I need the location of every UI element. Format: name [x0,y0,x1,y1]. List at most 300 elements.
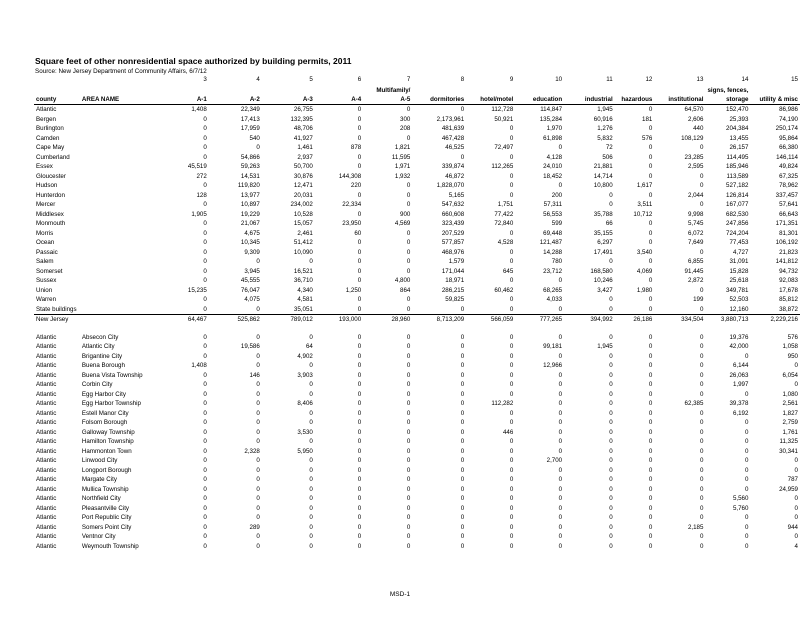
table-cell: 3,427 [597,286,613,294]
table-cell: 0 [699,305,704,313]
table-cell: Atlantic [36,457,57,464]
table-cell: 0 [509,248,514,256]
table-cell: 0 [256,333,260,341]
table-cell: 121,487 [539,239,563,246]
table-cell: 0 [648,144,653,151]
table-cell: 0 [460,495,465,502]
table-cell: Folsom Borough [81,419,128,426]
table-cell: 0 [744,523,749,531]
table-cell: 0 [509,352,514,360]
table-cell: 0 [406,438,411,445]
table-cell: 0 [648,523,653,531]
table-cell: 57,311 [543,201,563,208]
table-cell: 0 [357,533,362,540]
table-cell: 0 [256,352,260,360]
table-cell: 0 [460,514,465,521]
table-cell: 0 [699,476,704,483]
table-cell: 0 [357,381,362,388]
table-cell: Atlantic [36,106,57,113]
table-cell: 0 [203,134,207,142]
table-cell: 0 [648,125,653,132]
table-cell: 547,632 [441,201,465,208]
table-cell: 576 [642,134,653,142]
table-cell: 11,595 [391,153,411,161]
table-cell: 250,174 [775,125,798,132]
table-cell: 0 [460,305,465,313]
table-cell: 0 [256,258,260,265]
table-cell: 0 [203,476,207,483]
table-cell: 200 [551,191,563,199]
table-cell: 1,276 [597,125,613,132]
table-cell: 23,712 [543,267,563,275]
table-cell: 0 [648,447,653,455]
table-cell: 0 [648,362,653,369]
table-cell: 0 [406,229,411,237]
table-cell: 167,077 [726,201,749,208]
table-cell: A-3 [262,95,315,105]
table-cell: 0 [406,457,411,464]
table-cell: 0 [509,514,514,521]
table-cell: 944 [787,523,798,531]
table-cell: 0 [203,419,207,426]
table-row [34,143,800,153]
table-cell: Mercer [36,201,56,208]
table-cell: 0 [794,457,798,464]
table-cell: 0 [648,457,653,464]
table-cell: Hamilton Township [81,438,134,445]
table-cell: 0 [558,419,563,426]
table-cell: 0 [460,533,465,540]
table-cell: Egg Harbor City [81,390,126,398]
table-cell: 0 [648,229,653,237]
table-cell: 39,378 [729,400,749,407]
table-cell: 4,528 [497,239,514,246]
table-cell: 289 [249,523,260,531]
table-cell: Multifamily/ [376,87,411,94]
table-cell: 30,876 [293,172,313,180]
table-cell: 0 [357,106,362,113]
table-cell: 15,057 [293,220,313,227]
table-cell: 92,083 [779,277,798,284]
report-title: Square feet of other nonresidential space authorized by building permits, 2011 [35,56,352,66]
table-cell: 21,067 [240,220,260,227]
table-cell: Atlantic [36,514,57,521]
table-cell: 45,555 [240,277,260,284]
table-cell: 0 [558,533,563,540]
column-number: 3 [203,76,207,83]
table-cell: 171,351 [775,220,798,227]
table-cell: 18,452 [543,172,563,180]
table-cell [34,86,80,95]
table-cell: 17,959 [240,125,260,132]
table-cell: 26,755 [293,106,313,113]
table-cell: 0 [558,542,563,550]
table-cell: 14,288 [543,248,563,256]
table-cell: 0 [609,258,613,265]
table-cell: 789,012 [262,315,315,325]
table-cell: 0 [509,125,514,132]
table-cell: 0 [203,343,207,350]
table-cell: 0 [203,239,207,246]
table-cell [564,86,615,95]
table-cell: 59,263 [240,163,260,170]
table-row [34,342,800,352]
table-cell: 0 [558,182,563,189]
table-cell [80,200,161,210]
table-cell: 0 [648,438,653,445]
table-cell: 1,461 [297,144,313,151]
table-cell: 0 [509,305,514,313]
table-cell: 577,857 [441,239,465,246]
table-cell: 0 [203,504,207,512]
table-cell: 0 [509,182,514,189]
table-cell: industrial [564,95,615,105]
table-cell: Weymouth Township [81,542,139,550]
table-cell: 1,971 [394,163,411,170]
table-cell: 132,395 [290,115,313,123]
table-cell: 12,966 [543,362,563,369]
table-cell: 0 [357,504,362,512]
table-cell: 0 [648,305,653,313]
table-cell: 0 [256,400,260,407]
table-cell: 0 [309,390,313,398]
table-cell: 85,812 [779,296,798,303]
table-cell [80,267,161,277]
table-cell: 64 [305,343,313,350]
table-cell: 0 [609,542,613,550]
table-cell: 74,190 [779,115,798,123]
table-cell: 0 [744,466,749,474]
table-cell: 0 [648,514,653,521]
table-cell: 42,000 [729,343,749,350]
table-cell: 440 [693,125,704,132]
table-cell: 247,856 [726,220,749,227]
table-cell: Hammonton Town [81,447,132,455]
table-cell [80,210,161,220]
table-cell: 0 [699,248,704,256]
table-cell: 112,728 [491,106,514,113]
table-cell: 576 [787,333,798,341]
table-cell: A-2 [209,95,262,105]
table-cell: Northfield City [81,495,121,502]
table-cell: 1,905 [191,210,207,218]
table-cell [209,86,262,95]
table-cell: 0 [309,381,313,388]
table-cell: 4,033 [546,296,563,303]
table-cell: Corbin City [81,381,113,388]
table-cell: 5,832 [597,134,613,142]
table-cell: 0 [309,258,313,265]
table-cell: 10,528 [293,210,313,218]
table-cell: 0 [648,409,653,417]
column-number: 11 [606,76,613,83]
table-row [34,513,800,523]
table-cell: Atlantic [36,485,57,493]
table-row [34,380,800,390]
table-row [34,494,800,504]
table-cell: 0 [203,428,207,436]
table-cell: 0 [558,447,563,455]
table-cell: 0 [256,144,260,151]
table-cell: 0 [699,352,704,360]
table-cell: 50,700 [293,163,313,170]
table-cell: 25,393 [729,115,749,123]
table-row [34,124,800,134]
table-cell: 0 [309,419,313,426]
table-cell: 0 [744,514,749,521]
table-cell: 0 [699,419,704,426]
table-cell: Linwood City [81,457,118,464]
column-number: 6 [357,76,362,83]
table-cell: 0 [744,419,749,426]
table-cell: Bergen [36,115,56,123]
table-cell: 13,977 [240,191,260,199]
table-cell: 114,495 [726,153,749,161]
table-cell: 0 [509,134,514,142]
table-row [34,418,800,428]
table-cell: 0 [648,371,653,379]
table-cell: 0 [460,438,465,445]
table-cell: 394,992 [564,315,615,325]
table-cell: 0 [509,277,514,284]
table-cell: 0 [609,296,613,303]
table-cell: New Jersey [34,315,80,325]
table-cell: 0 [357,305,362,313]
table-row [34,371,800,381]
table-cell [80,325,161,333]
table-cell: Atlantic [36,438,57,445]
table-cell: 0 [609,457,613,464]
table-cell: 48,706 [293,125,313,132]
table-cell: 0 [406,419,411,426]
table-row [34,361,800,371]
table-cell: Galloway Township [81,428,135,436]
table-cell: 0 [357,362,362,369]
table-cell: 0 [406,466,411,474]
table-cell: 0 [648,495,653,502]
table-cell: 1,970 [546,125,563,132]
table-cell: 18,971 [445,277,465,284]
table-cell: 0 [609,485,613,493]
table-cell: education [515,95,564,105]
table-cell: 0 [406,504,411,512]
table-cell: Burlington [36,125,64,132]
table-cell: 0 [406,305,411,313]
table-cell: 0 [256,362,260,369]
table-cell: 4,340 [297,286,313,294]
table-cell: 17,491 [593,248,613,256]
table-cell: 146,114 [776,153,798,161]
source-note: Source: New Jersey Department of Community Affairs, 6/7/12 [35,68,207,75]
table-cell [564,325,615,333]
table-cell: 0 [256,495,260,502]
table-cell: 185,946 [726,163,749,170]
column-number: 9 [509,76,514,83]
table-cell: 66 [605,220,613,227]
table-cell: 0 [460,362,465,369]
table-cell: 3,540 [636,248,653,256]
table-cell: 181 [642,115,653,123]
table-cell: 0 [744,428,749,436]
table-cell: 506 [602,153,613,161]
table-cell: 60,462 [494,286,514,294]
table-cell: 62,385 [684,400,704,407]
table-cell: 724,204 [726,229,749,237]
table-cell: 6,192 [732,409,749,417]
table-cell: county [34,95,80,105]
table-cell: 0 [699,172,704,180]
table-cell: 0 [558,305,563,313]
table-cell [80,134,161,144]
table-cell: 0 [203,277,207,284]
table-cell: 0 [609,381,613,388]
table-cell: 0 [509,229,514,237]
table-cell: 0 [794,533,798,540]
table-cell: 0 [357,210,362,218]
table-cell: 8,406 [297,400,313,407]
table-cell: 9,309 [244,248,260,256]
table-cell: 171,044 [441,267,465,275]
table-cell: 0 [648,466,653,474]
table-row [34,447,800,457]
table-cell: 4,727 [732,248,749,256]
table-cell: 0 [509,390,514,398]
table-cell: 0 [558,514,563,521]
table-cell: 0 [744,438,749,445]
table-cell: 0 [609,514,613,521]
column-number [34,74,80,86]
table-cell: 0 [648,153,653,161]
table-cell: 15,235 [187,286,207,294]
table-cell: 0 [509,542,514,550]
table-cell [80,105,161,115]
table-cell: Brigantine City [81,352,123,360]
table-cell: 0 [648,352,653,360]
table-cell: 0 [558,438,563,445]
table-cell: 0 [609,466,613,474]
table-cell: 0 [309,409,313,417]
table-cell: 86,986 [779,106,798,113]
table-cell: 0 [794,381,798,388]
table-cell: 0 [406,267,411,275]
table-cell [654,325,705,333]
table-cell: 0 [309,504,313,512]
table-cell [515,325,564,333]
table-cell: 0 [648,239,653,246]
table-cell: 0 [509,381,514,388]
table-cell [161,325,209,333]
table-cell: 1,751 [497,201,514,208]
table-cell: 0 [357,343,362,350]
table-cell: 0 [744,485,749,493]
table-cell: 31,091 [729,258,749,265]
table-cell: 0 [609,371,613,379]
table-cell: 527,182 [726,182,749,189]
table-cell: 1,997 [732,381,749,388]
table-cell: 0 [203,409,207,417]
table-cell: 0 [357,296,362,303]
table-cell: 0 [203,352,207,360]
table-cell: 35,155 [593,229,613,237]
table-cell: 0 [509,533,514,540]
table-cell: 11,325 [779,438,798,445]
table-cell: 0 [509,409,514,417]
table-cell: hotel/motel [466,95,515,105]
table-cell [262,86,315,95]
table-cell: Buena Vista Township [81,371,143,379]
table-cell: 128 [196,191,207,199]
column-number [80,74,161,86]
table-cell: 0 [357,409,362,417]
table-cell: Longport Borough [81,466,132,474]
table-cell: 60 [354,229,362,237]
table-cell: 3,880,713 [705,315,750,325]
table-cell: 0 [648,542,653,550]
table-cell: 0 [357,191,362,199]
table-cell: 0 [509,523,514,531]
table-cell: 234,002 [290,201,313,208]
table-cell: 66,380 [779,144,798,151]
table-cell: 0 [460,485,465,493]
table-cell: Somers Point City [81,523,132,531]
permits-table [34,74,800,551]
column-number: 15 [791,76,798,83]
table-cell: 220 [350,182,362,189]
table-cell: 0 [203,153,207,161]
table-cell: 0 [309,457,313,464]
table-cell [750,325,800,333]
table-row [34,105,800,115]
table-cell: 0 [203,229,207,237]
table-cell: 0 [309,362,313,369]
table-cell: Ventnor City [81,533,116,540]
table-cell: 0 [406,381,411,388]
table-cell [80,219,161,229]
table-cell: 0 [699,182,704,189]
table-cell: 0 [558,428,563,436]
table-cell: 1,408 [191,106,207,113]
table-cell: 9,998 [687,210,704,218]
table-row [34,257,800,267]
table-cell: 3,530 [297,428,313,436]
table-cell: 106,192 [775,239,798,246]
table-cell: 0 [406,409,411,417]
header-row-top [34,86,800,95]
table-cell: 204,384 [726,125,749,132]
table-cell: Atlantic [36,419,57,426]
total-row [34,315,800,325]
table-cell: State buildings [36,305,77,313]
table-cell: Cape May [36,144,65,151]
table-cell: 1,945 [597,343,613,350]
table-cell: 0 [609,476,613,483]
table-row [34,409,800,419]
table-cell: 0 [699,504,704,512]
table-cell: 2,185 [687,523,704,531]
table-cell: 0 [357,371,362,379]
table-cell: 1,761 [782,428,798,436]
table-cell: 950 [787,352,798,360]
table-row [34,437,800,447]
table-cell: 0 [509,296,514,303]
table-cell: 0 [744,352,749,360]
table-cell: 0 [203,438,207,445]
table-cell: 60,916 [593,115,613,123]
table-cell: 77,453 [729,239,749,246]
table-cell: 5,165 [448,191,465,199]
table-cell: 0 [256,438,260,445]
table-cell: 0 [203,296,207,303]
